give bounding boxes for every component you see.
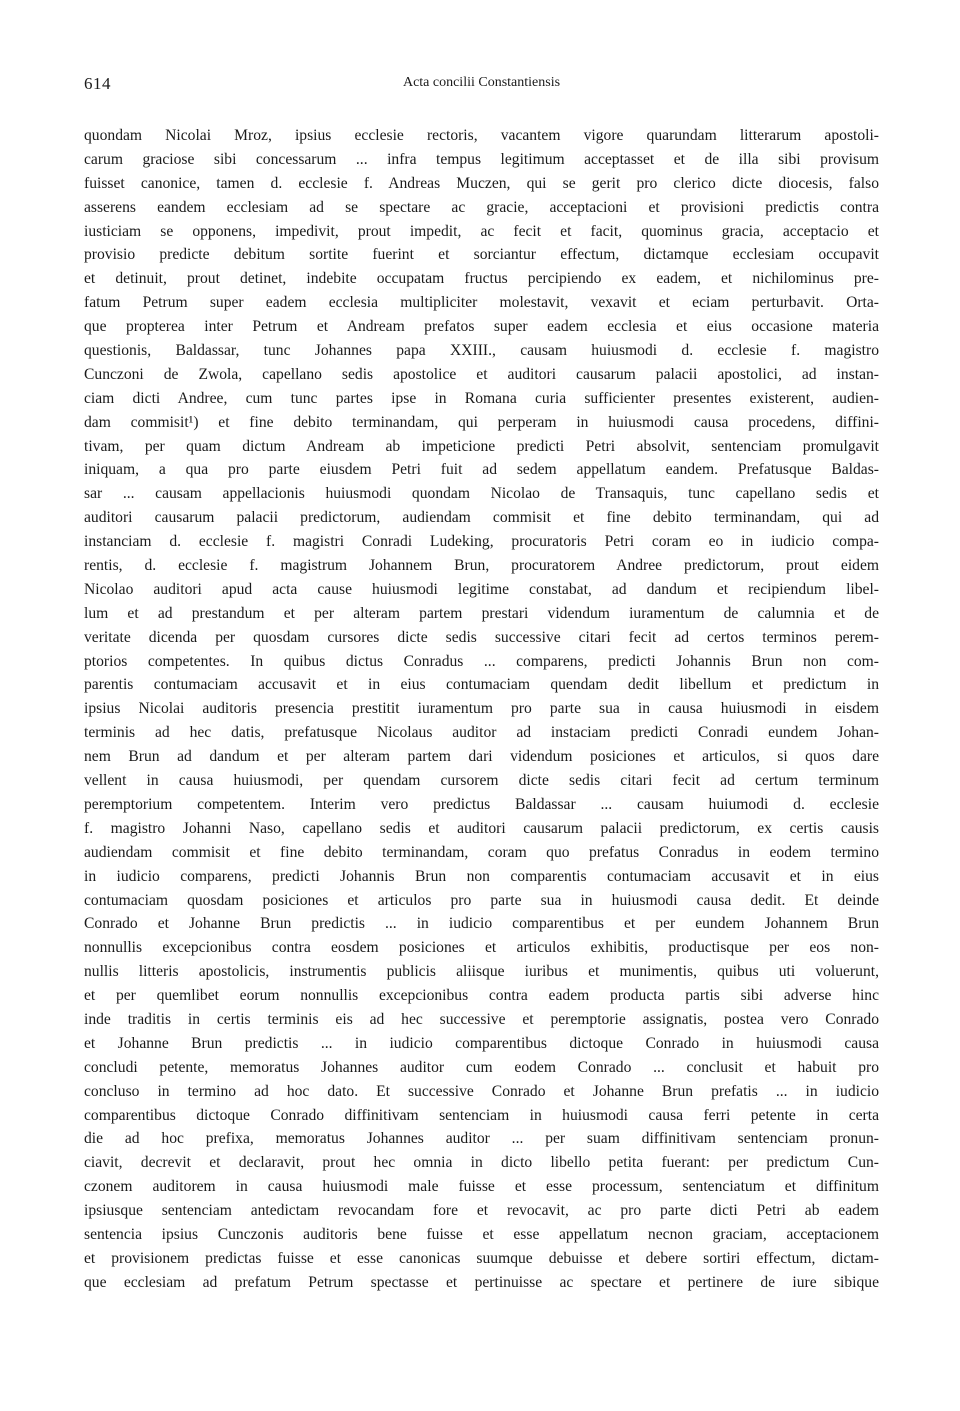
text-line: asserens eandem ecclesiam ad se spectare ac gracie, acceptacioni et provisioni predictis contra bbox=[84, 198, 879, 216]
running-head bbox=[84, 74, 879, 98]
text-line: f. magistro Johanni Naso, capellano sedis et auditori causarum palacii predictorum, ex certis causis bbox=[84, 819, 879, 837]
body-text bbox=[84, 124, 879, 1295]
text-line: czonem auditorem in causa huiusmodi male fuisse et esse processum, sentenciatum et diffinitum bbox=[84, 1178, 879, 1196]
text-line: iusticiam se opponens, impedivit, prout impedit, ac fecit et facit, quominus gracia, acceptacio et bbox=[84, 222, 879, 240]
text-line: Conrado et Johanne Brun predictis ... in iudicio comparentibus et per eundem Johannem Brun bbox=[84, 915, 879, 933]
text-line: in iudicio comparens, predicti Johannis Brun non comparentis contumaciam accusavit et in eius bbox=[84, 867, 879, 885]
text-line: ipsiusque sentenciam antedictam revocandam fore et revocavit, ac pro parte dicti Petri ab eadem bbox=[84, 1202, 879, 1220]
text-line: et Johanne Brun predictis ... in iudicio comparentibus dictoque Conrado in huiusmodi causa bbox=[84, 1034, 879, 1052]
text-line: quondam Nicolai Mroz, ipsius ecclesie rectoris, vacantem vigore quarundam litterarum apostoli- bbox=[84, 127, 879, 144]
text-line: comparentibus dictoque Conrado diffinitivam sentenciam in huiusmodi causa ferri petente in certa bbox=[84, 1106, 879, 1124]
text-line: ciavit, decrevit et declaravit, prout hec omnia in dicto libello petita fuerant: per predictum Cun- bbox=[84, 1154, 879, 1172]
text-line: ptorios competentes. In quibus dictus Conradus ... comparens, predicti Johannis Brun non com- bbox=[84, 652, 879, 670]
text-line: iniquam, a qua pro parte eiusdem Petri fuit ad sedem appellatum eandem. Prefatusque Baldas- bbox=[84, 461, 879, 479]
page-number: 614 bbox=[84, 74, 111, 93]
text-line: vellent in causa huiusmodi, per quendam cursorem dicte sedis citari fecit ad certum terminum bbox=[84, 772, 879, 790]
text-line: nonnullis excepcionibus contra eosdem posiciones et articulos exhibitis, productisque per eos non- bbox=[84, 939, 879, 957]
text-line: parentis contumaciam accusavit et in eius contumaciam quendam dedit libellum et predictum in bbox=[84, 676, 879, 694]
text-line: carum graciose sibi concessarum ... infra tempus legitimum acceptasset et de illa sibi provisum bbox=[84, 150, 879, 168]
text-line: dam commisit¹) et fine debito terminandam, qui perperam in huiusmodi causa procedens, diffini- bbox=[84, 413, 879, 431]
text-line: et detinuit, prout detinet, indebite occupatam fructus percipiendo ex eadem, et nichilominus pre- bbox=[84, 270, 879, 288]
text-line: provisio predicte debitum sortite fuerint et sorciantur effectum, dictamque ecclesiam occupavit bbox=[84, 246, 879, 264]
text-line: rentis, d. ecclesie f. magistrum Johannem Brun, procuratorem Andree predictorum, prout eidem bbox=[84, 557, 879, 575]
text-line: veritate dicenda per quosdam cursores dicte sedis successive citari fecit ad certos terminos perem- bbox=[84, 628, 879, 646]
text-line: peremptorium competentem. Interim vero predictus Baldassar ... causam huiumodi d. ecclesie bbox=[84, 795, 879, 813]
text-line: audiendam commisit et fine debito terminandam, coram quo prefatus Conradus in eodem termino bbox=[84, 843, 879, 861]
text-line: nem Brun ad dandum et per alteram partem dari videndum posiciones et articulos, si quos dare bbox=[84, 748, 879, 766]
text-line: Cunczoni de Zwola, capellano sedis apostolice et auditori causarum palacii apostolici, ad instan- bbox=[84, 365, 879, 383]
text-line: terminis ad hec datis, prefatusque Nicolaus auditor ad instaciam predicti Conradi eundem Johan- bbox=[84, 724, 879, 742]
text-line: et per quemlibet eorum nonnullis excepcionibus contra eadem producta partis sibi adverse hinc bbox=[84, 987, 879, 1005]
text-line: contumaciam quosdam posiciones et articulos pro parte sua in huiusmodi causa dedit. Et deinde bbox=[84, 891, 879, 909]
text-line: auditori causarum palacii predictorum, audiendam commisit et fine debito terminandam, qui ad bbox=[84, 509, 879, 527]
text-line: et provisionem predictas fuisse et esse canonicas suumque debuisse et debere sortiri effectum, dictam- bbox=[84, 1249, 879, 1267]
text-line: concluso in termino ad hoc dato. Et successive Conrado et Johanne Brun prefatis ... in iudicio bbox=[84, 1082, 879, 1100]
text-line: instanciam d. ecclesie f. magistri Conradi Ludeking, procuratoris Petri coram eo in iudicio compa- bbox=[84, 533, 879, 551]
text-line: que ecclesiam ad prefatum Petrum spectasse et pertinuisse ac spectare et pertinere de iure sibique bbox=[84, 1273, 879, 1291]
text-line: inde traditis in certis terminis eis ad hec successive et peremptorie assignatis, postea vero Conrado bbox=[84, 1010, 879, 1028]
text-line: sar ... causam appellacionis huiusmodi quondam Nicolao de Transaquis, tunc capellano sedis et bbox=[84, 485, 879, 503]
running-title: Acta concilii Constantiensis bbox=[402, 75, 561, 90]
text-line: ciam dicti Andree, cum tunc partes ipse in Romana curia sufficienter presentes existerent, audien- bbox=[84, 389, 879, 407]
text-line: Nicolao auditori apud acta cause huiusmodi legitime constabat, ad dandum et recipiendum libel- bbox=[84, 580, 879, 598]
text-line: sentencia ipsius Cunczonis auditoris bene fuisse et esse appellatum necnon graciam, acceptacionem bbox=[84, 1225, 879, 1243]
text-line: lum et ad prestandum et per alteram partem prestari videndum iuramentum de calumnia et de bbox=[84, 604, 879, 622]
text-line: questionis, Baldassar, tunc Johannes papa XXIII., causam huiusmodi d. ecclesie f. magistro bbox=[84, 342, 879, 360]
text-line: fatum Petrum super eadem ecclesia multipliciter molestavit, vexavit et eciam perturbavit. Orta- bbox=[84, 294, 879, 312]
text-line: que propterea inter Petrum et Andream prefatos super eadem ecclesia et eius occasione materia bbox=[84, 318, 879, 336]
text-line: fuisset canonice, tamen d. ecclesie f. Andreas Muczen, qui se gerit pro clerico dicte diocesis, falso bbox=[84, 174, 879, 192]
text-line: nullis litteris apostolicis, instrumentis publicis aliisque iuribus et munimentis, quibus uti voluerunt, bbox=[84, 963, 879, 981]
text-line: tivam, per quam dictum Andream ab impeticione predicti Petri absolvit, sentenciam promulgavit bbox=[84, 437, 879, 455]
text-line: ipsius Nicolai auditoris presencia prestitit iuramentum pro parte sua in causa huiusmodi in eisdem bbox=[84, 700, 879, 718]
text-line: concludi petente, memoratus Johannes auditor cum eodem Conrado ... conclusit et habuit pro bbox=[84, 1058, 879, 1076]
text-line: die ad hoc prefixa, memoratus Johannes auditor ... per suam diffinitivam sentenciam pronun- bbox=[84, 1130, 879, 1148]
